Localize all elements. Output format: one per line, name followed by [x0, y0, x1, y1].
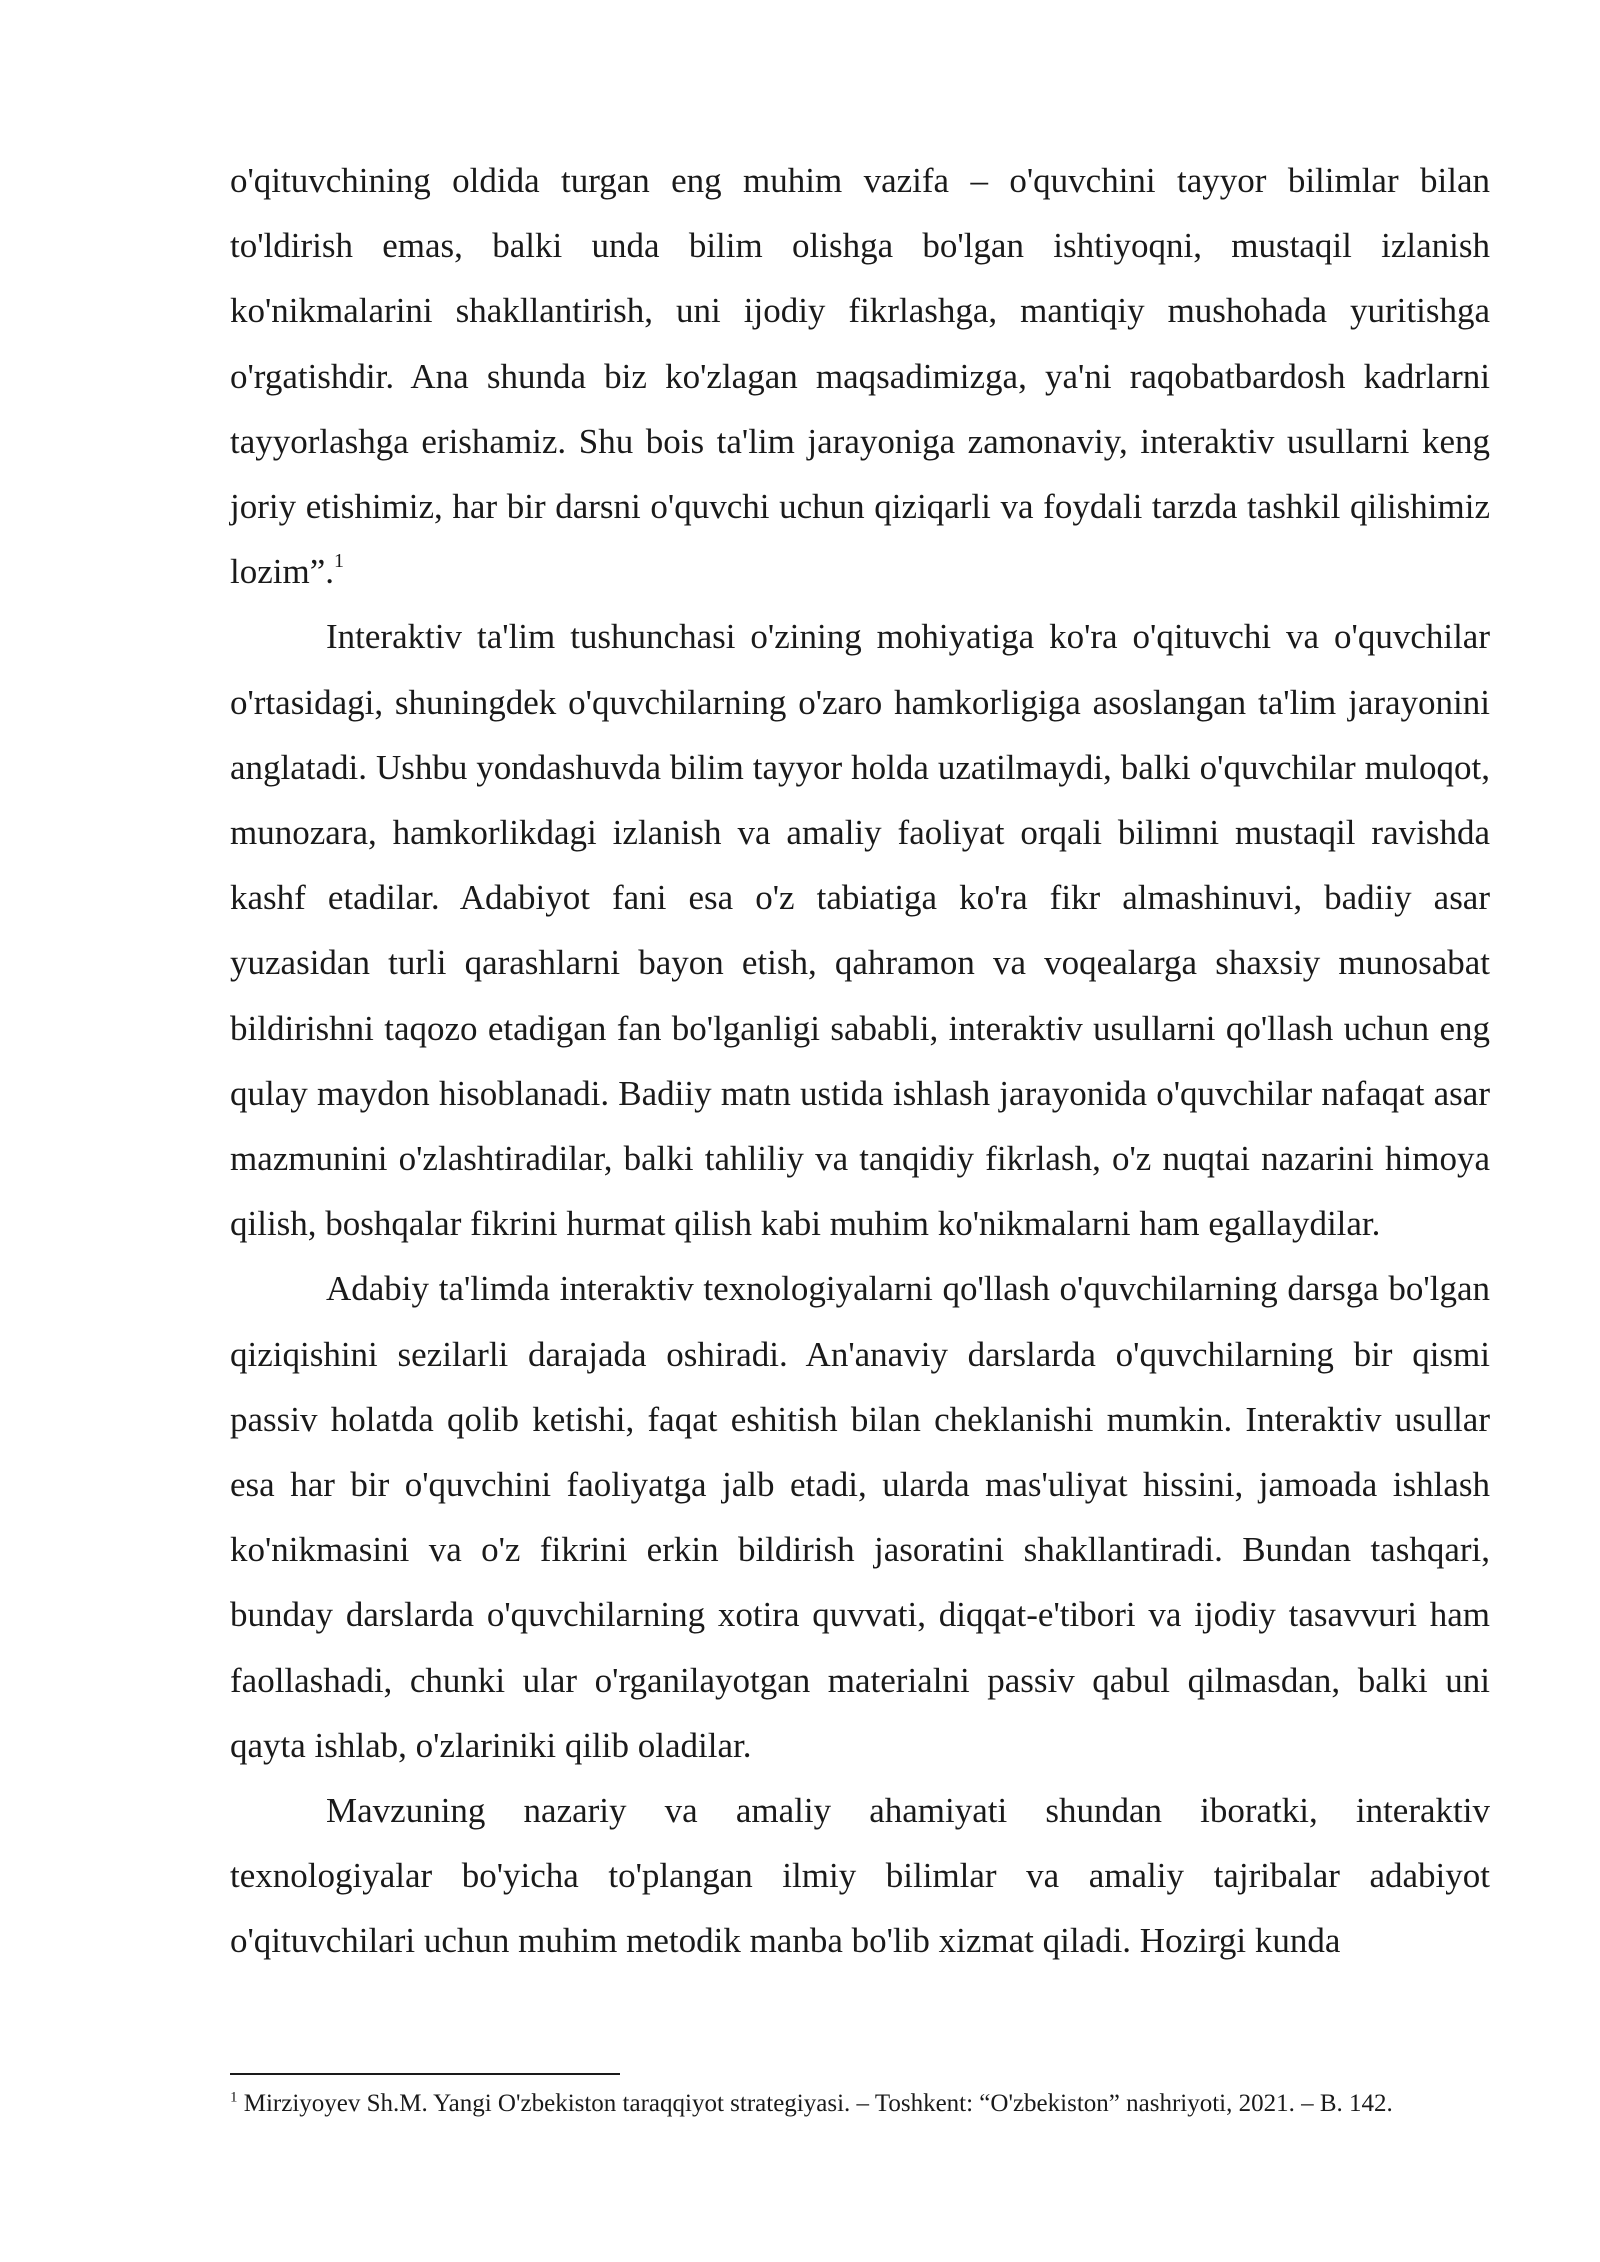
footnote-separator: [230, 2073, 620, 2075]
paragraph-1-text: o'qituvchining oldida turgan eng muhim vazifa – o'quvchini tayyor bilimlar bilan to'ldirish emas, balki unda bilim olishga bo'lgan ishtiyoqni, mustaqil izlanish ko'nikmalarini shakllantirish, uni ijodiy fikrlashga, mantiqiy mushohada yuritishga o'rgatishdir. Ana shunda biz ko'zlagan maqsadimizga, ya'ni raqobatbardosh kadrlarni tayyorlashga erishamiz. Shu bois ta'lim jarayoniga zamonaviy, interaktiv usullarni keng joriy etishimiz, har bir darsni o'quvchi uchun qiziqarli va foydali tarzda tashkil qilishimiz lozim”.: [230, 161, 1490, 592]
footnote-reference[interactable]: 1: [334, 549, 344, 572]
paragraph-2: Interaktiv ta'lim tushunchasi o'zining mohiyatiga ko'ra o'qituvchi va o'quvchilar o'rtasidagi, shuningdek o'quvchilarning o'zaro hamkorligiga asoslangan ta'lim jarayonini anglatadi. Ushbu yondashuvda bilim tayyor holda uzatilmaydi, balki o'quvchilar muloqot, munozara, hamkorlikdagi izlanish va amaliy faoliyat orqali bilimni mustaqil ravishda kashf etadilar. Adabiyot fani esa o'z tabiatiga ko'ra fikr almashinuvi, badiiy asar yuzasidan turli qarashlarni bayon etish, qahramon va voqealarga shaxsiy munosabat bildirishni taqozo etadigan fan bo'lganligi sababli, interaktiv usullarni qo'llash uchun eng qulay maydon hisoblanadi. Badiiy matn ustida ishlash jarayonida o'quvchilar nafaqat asar mazmunini o'zlashtiradilar, balki tahliliy va tanqidiy fikrlash, o'z nuqtai nazarini himoya qilish, boshqalar fikrini hurmat qilish kabi muhim ko'nikmalarni ham egallaydilar.: [230, 617, 1490, 1244]
paragraph-3: Adabiy ta'limda interaktiv texnologiyalarni qo'llash o'quvchilarning darsga bo'lgan qiziqishini sezilarli darajada oshiradi. An'anaviy darslarda o'quvchilarning bir qismi passiv holatda qolib ketishi, faqat eshitish bilan cheklanishi mumkin. Interaktiv usullar esa har bir o'quvchini faoliyatga jalb etadi, ularda mas'uliyat hissini, jamoada ishlash ko'nikmasini va o'z fikrini erkin bildirish jasoratini shakllantiradi. Bundan tashqari, bunday darslarda o'quvchilarning xotira quvvati, diqqat-e'tibori va ijodiy tasavvuri ham faollashadi, chunki ular o'rganilayotgan materialni passiv qabul qilmasdan, balki uni qayta ishlab, o'zlariniki qilib oladilar.: [230, 1269, 1490, 1765]
footnote-marker: 1: [230, 2089, 238, 2106]
paragraph-4: Mavzuning nazariy va amaliy ahamiyati shundan iboratki, interaktiv texnologiyalar bo'yicha to'plangan ilmiy bilimlar va amaliy tajribalar adabiyot o'qituvchilari uchun muhim metodik manba bo'lib xizmat qiladi. Hozirgi kunda: [230, 1791, 1490, 1961]
footnote: [230, 2088, 1500, 2120]
page-body: [230, 148, 1490, 1974]
footnote-text: Mirziyoyev Sh.M. Yangi O'zbekiston taraqqiyot strategiyasi. – Toshkent: “O'zbekiston” nashriyoti, 2021. – B. 142.: [237, 2090, 1393, 2117]
paragraph-1: [230, 148, 1490, 604]
